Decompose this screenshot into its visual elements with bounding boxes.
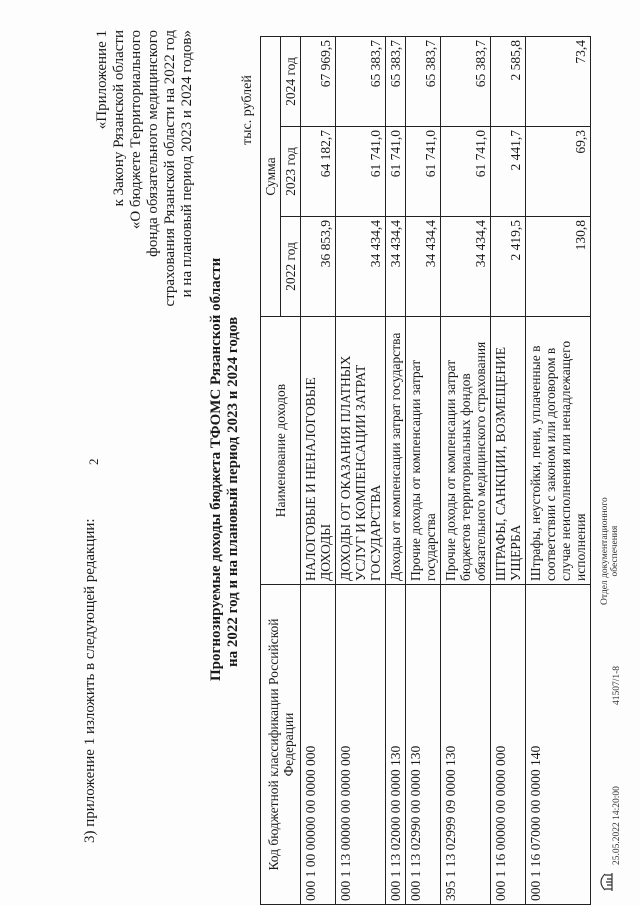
row-code: 000 1 13 00000 00 0000 000 [336, 585, 386, 905]
row-value-2022: 2 419,5 [491, 217, 526, 317]
header-name: Наименование доходов [261, 317, 301, 585]
page-number: 2 [86, 458, 101, 465]
row-code: 000 1 13 02990 00 0000 130 [406, 585, 441, 905]
row-value-2023: 61 741,0 [386, 127, 406, 217]
row-value-2023: 2 441,7 [491, 127, 526, 217]
row-value-2023: 61 741,0 [406, 127, 441, 217]
row-value-2023: 61 741,0 [441, 127, 491, 217]
row-value-2022: 130,8 [526, 217, 591, 317]
row-value-2024: 65 383,7 [406, 37, 441, 127]
header-sum: Сумма [261, 37, 281, 317]
appendix-line: «О бюджете Территориального [128, 30, 144, 230]
title-line-1: Прогнозируемые доходы бюджета ТФОМС Рязанской области [208, 257, 224, 681]
department-line-1: Отдел документационного [600, 497, 610, 605]
row-value-2023: 69,3 [526, 127, 591, 217]
footer-department [600, 497, 620, 605]
appendix-line: и на плановый период 2023 и 2024 годов» [179, 30, 195, 298]
organization-emblem-icon [596, 871, 614, 893]
table-row [526, 37, 591, 905]
appendix-line: фонда обязательного медицинского [145, 30, 161, 257]
revenue-table [260, 36, 591, 905]
table-row [406, 37, 441, 905]
row-name: ДОХОДЫ ОТ ОКАЗАНИЯ ПЛАТНЫХ УСЛУГ И КОМПЕНСАЦИИ ЗАТРАТ ГОСУДАРСТВА [336, 317, 386, 585]
row-name: ШТРАФЫ, САНКЦИИ, ВОЗМЕЩЕНИЕ УЩЕРБА [491, 317, 526, 585]
row-value-2024: 73,4 [526, 37, 591, 127]
row-value-2022: 36 853,9 [301, 217, 336, 317]
table-row [491, 37, 526, 905]
row-value-2024: 65 383,7 [441, 37, 491, 127]
row-code: 000 1 16 00000 00 0000 000 [491, 585, 526, 905]
table-row [386, 37, 406, 905]
footer-datetime: 25.05.2022 14:20:00 [612, 786, 622, 865]
row-value-2022: 34 434,4 [406, 217, 441, 317]
header-year-2022: 2022 год [281, 217, 301, 317]
row-name: Доходы от компенсации затрат государства [386, 317, 406, 585]
row-value-2024: 67 969,5 [301, 37, 336, 127]
row-value-2024: 2 585,8 [491, 37, 526, 127]
row-value-2022: 34 434,4 [441, 217, 491, 317]
row-value-2024: 65 383,7 [336, 37, 386, 127]
table-row [301, 37, 336, 905]
row-code: 000 1 16 07000 00 0000 140 [526, 585, 591, 905]
row-name: Прочие доходы от компенсации затрат бюджетов территориальных фондов обязательного медицинского страхования [441, 317, 491, 585]
appendix-line: страхования Рязанской области на 2022 год [162, 30, 178, 307]
row-value-2024: 65 383,7 [386, 37, 406, 127]
header-year-2023: 2023 год [281, 127, 301, 217]
row-value-2022: 34 434,4 [336, 217, 386, 317]
row-value-2023: 64 182,7 [301, 127, 336, 217]
row-value-2022: 34 434,4 [386, 217, 406, 317]
header-year-2024: 2024 год [281, 37, 301, 127]
row-name: Прочие доходы от компенсации затрат государства [406, 317, 441, 585]
footer-doc-id: 41507/1-8 [612, 665, 622, 705]
row-code: 395 1 13 02999 09 0000 130 [441, 585, 491, 905]
table-row [441, 37, 491, 905]
row-code: 000 1 13 02000 00 0000 130 [386, 585, 406, 905]
title-line-2: на 2022 год и на плановый период 2023 и 2024 годов [225, 316, 241, 667]
row-code: 000 1 00 00000 00 0000 000 [301, 585, 336, 905]
appendix-header [94, 30, 196, 307]
table-row [336, 37, 386, 905]
units-label: тыс. рублей [240, 75, 255, 145]
document-title [208, 0, 242, 681]
row-value-2023: 61 741,0 [336, 127, 386, 217]
appendix-line: к Закону Рязанской области [111, 30, 127, 207]
row-name: Штрафы, неустойки, пени, уплаченные в соответствии с законом или договором в случае неисполнения или ненадлежащего исполнения [526, 317, 591, 585]
intro-text: 3) приложение 1 изложить в следующей редакции: [82, 518, 98, 843]
appendix-line: «Приложение 1 [94, 30, 110, 130]
department-line-2: обеспечения [610, 525, 620, 577]
header-code: Код бюджетной классификации Российской Федерации [261, 585, 301, 905]
row-name: НАЛОГОВЫЕ И НЕНАЛОГОВЫЕ ДОХОДЫ [301, 317, 336, 585]
